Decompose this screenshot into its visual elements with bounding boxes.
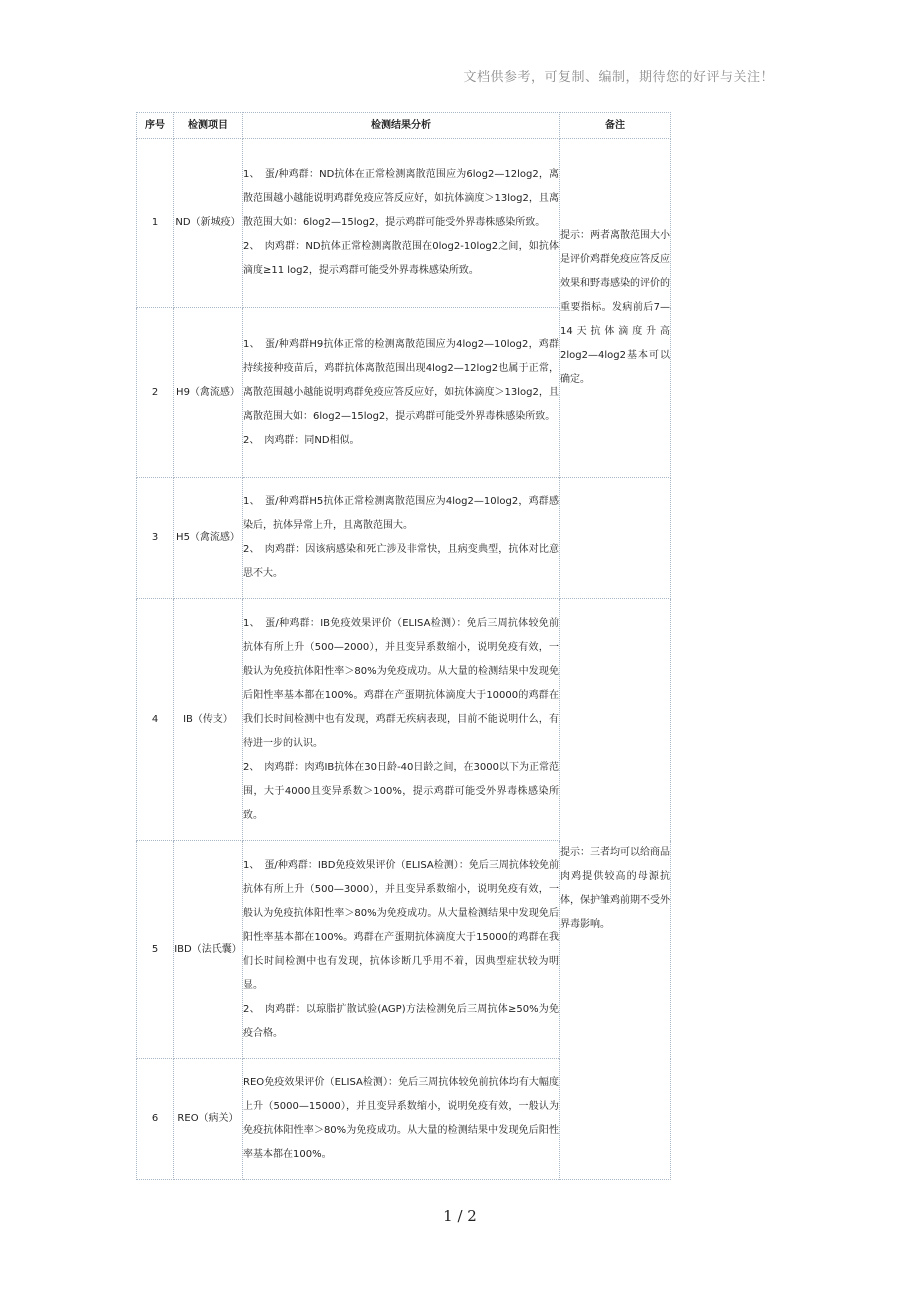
- row-analysis: [243, 1059, 560, 1180]
- row-analysis: [243, 308, 560, 478]
- analysis-paragraph: 1、 蛋/种鸡群H5抗体正常检测离散范围应为4log2—10log2，鸡群感染后，抗体异常上升，且离散范围大。: [243, 496, 559, 531]
- row-item: ND（新城疫）: [174, 139, 243, 308]
- table-row: [137, 139, 671, 308]
- header-note: 文档供参考，可复制、编制，期待您的好评与关注！: [463, 70, 774, 85]
- row-number: 6: [137, 1059, 174, 1180]
- analysis-paragraph: 2、 肉鸡群：ND抗体正常检测离散范围在0log2-10log2之间，如抗体滴度≥11 log2，提示鸡群可能受外界毒株感染所致。: [243, 241, 559, 276]
- table-row: [137, 478, 671, 599]
- row-number: 2: [137, 308, 174, 478]
- analysis-paragraph: 2、 肉鸡群：因该病感染和死亡涉及非常快，且病变典型，抗体对比意思不大。: [243, 544, 559, 579]
- row-analysis: [243, 599, 560, 841]
- analysis-paragraph: 2、 肉鸡群：肉鸡IB抗体在30日龄-40日龄之间，在3000以下为正常范围，大于4000且变异系数＞100%，提示鸡群可能受外界毒株感染所致。: [243, 761, 559, 821]
- col-header-analysis: 检测结果分析: [243, 113, 560, 139]
- table-row: [137, 599, 671, 841]
- row-analysis: [243, 478, 560, 599]
- row-number: 3: [137, 478, 174, 599]
- remark-cell: 提示：三者均可以给商品肉鸡提供较高的母源抗体，保护雏鸡前期不受外界毒影响。: [560, 599, 671, 1180]
- analysis-paragraph: REO免疫效果评价（ELISA检测）：免后三周抗体较免前抗体均有大幅度上升（5000—15000），并且变异系数缩小，说明免疫有效，一般认为免疫抗体阳性率＞80%为免疫成功。从大量的检测结果中发现免后阳性率基本都在100%。: [243, 1077, 559, 1160]
- row-number: 4: [137, 599, 174, 841]
- remark-cell: 提示：两者离散范围大小是评价鸡群免疫应答反应效果和野毒感染的评价的重要指标。发病前后7—14天抗体滴度升高2log2—4log2基本可以确定。: [560, 139, 671, 478]
- row-number: 1: [137, 139, 174, 308]
- analysis-paragraph: 1、 蛋/种鸡群H9抗体正常的检测离散范围应为4log2—10log2，鸡群持续接种疫苗后，鸡群抗体离散范围出现4log2—12log2也属于正常，离散范围越小越能说明鸡群免疫应答反应好，如抗体滴度＞13log2，且离散范围大如：6log2—15log2，提示鸡群可能受外界毒株感染所致。: [243, 338, 559, 422]
- analysis-paragraph: 2、 肉鸡群：同ND相似。: [243, 434, 360, 446]
- page-number: 1 / 2: [443, 1207, 477, 1225]
- analysis-paragraph: 1、 蛋/种鸡群：IB免疫效果评价（ELISA检测）：免后三周抗体较免前抗体有所上升（500—2000），并且变异系数缩小，说明免疫有效，一般认为免疫抗体阳性率＞80%为免疫成功。从大量的检测结果中发现免后阳性率基本都在100%。鸡群在产蛋期抗体滴度大于10000的鸡群在我们长时间检测中也有发现，鸡群无疾病表现，目前不能说明什么，有待进一步的认识。: [243, 617, 559, 749]
- remark-cell-empty: [560, 478, 671, 599]
- analysis-paragraph: 1、 蛋/种鸡群：IBD免疫效果评价（ELISA检测）：免后三周抗体较免前抗体有所上升（500—3000），并且变异系数缩小，说明免疫有效，一般认为免疫抗体阳性率＞80%为免疫成功。从大量检测结果中发现免后阳性率基本都在100%。鸡群在产蛋期抗体滴度大于15000的鸡群在我们长时间检测中也有发现，抗体诊断几乎用不着，因典型症状较为明显。: [243, 859, 559, 991]
- detection-table: [136, 112, 671, 1180]
- row-item: H5（禽流感）: [174, 478, 243, 599]
- row-item: REO（病关）: [174, 1059, 243, 1180]
- analysis-paragraph: 1、 蛋/种鸡群：ND抗体在正常检测离散范围应为6log2—12log2，离散范围越小越能说明鸡群免疫应答反应好，如抗体滴度＞13log2，且离散范围大如：6log2—15log2，提示鸡群可能受外界毒株感染所致。: [243, 169, 559, 228]
- col-header-remark: 备注: [560, 113, 671, 139]
- row-item: IBD（法氏囊）: [174, 841, 243, 1059]
- analysis-paragraph: 2、 肉鸡群：以琼脂扩散试验(AGP)方法检测免后三周抗体≥50%为免疫合格。: [243, 1003, 559, 1039]
- row-analysis: [243, 841, 560, 1059]
- row-number: 5: [137, 841, 174, 1059]
- row-item: H9（禽流感）: [174, 308, 243, 478]
- row-analysis: [243, 139, 560, 308]
- col-header-no: 序号: [137, 113, 174, 139]
- row-item: IB（传支）: [174, 599, 243, 841]
- table-header-row: [137, 113, 671, 139]
- col-header-item: 检测项目: [174, 113, 243, 139]
